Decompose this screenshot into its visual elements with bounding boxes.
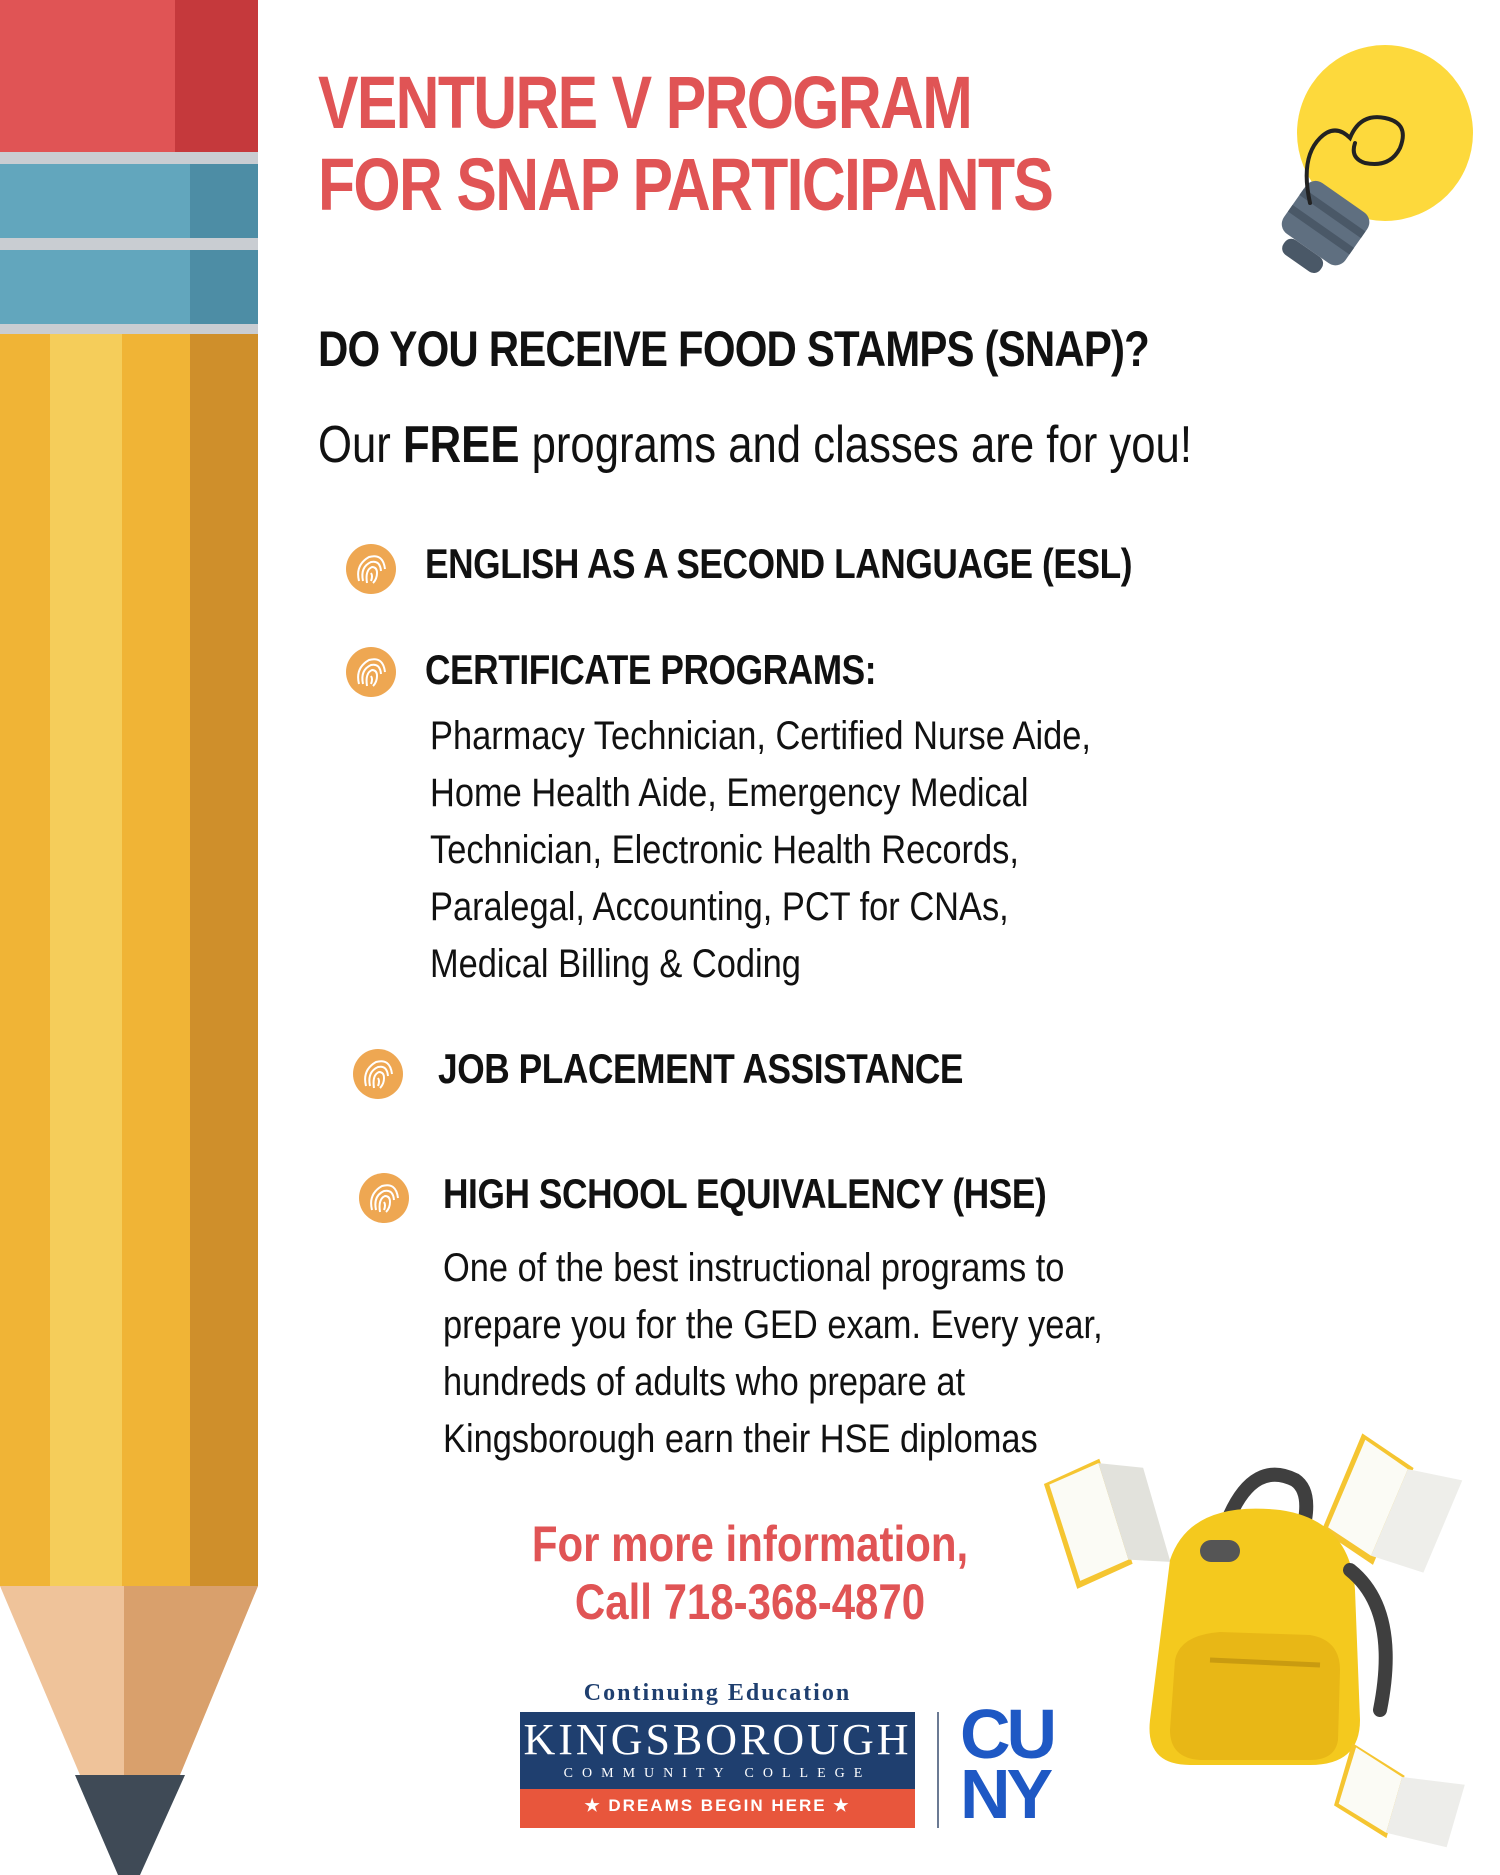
body-line: hundreds of adults who prepare at xyxy=(443,1360,966,1404)
item-title-job: JOB PLACEMENT ASSISTANCE xyxy=(438,1045,964,1092)
item-body-certificate xyxy=(430,708,1118,993)
contact-line-1: For more information, xyxy=(531,1516,969,1572)
item-title-esl: ENGLISH AS A SECOND LANGUAGE (ESL) xyxy=(425,540,1133,587)
item-body-hse xyxy=(443,1240,1131,1468)
logo-divider xyxy=(937,1712,939,1828)
body-line: Pharmacy Technician, Certified Nurse Aide, xyxy=(430,714,1091,758)
body-line: One of the best instructional programs to xyxy=(443,1246,1065,1290)
title-line-2: FOR SNAP PARTICIPANTS xyxy=(318,143,1053,226)
backpack-books-illustration xyxy=(1040,1420,1500,1875)
tagline-text: ★ DREAMS BEGIN HERE ★ xyxy=(584,1796,851,1815)
item-title-hse: HIGH SCHOOL EQUIVALENCY (HSE) xyxy=(443,1170,1047,1217)
title-line-1: VENTURE V PROGRAM xyxy=(318,61,972,144)
fingerprint-bullet-icon xyxy=(345,646,397,698)
fingerprint-bullet-icon xyxy=(352,1048,404,1100)
kingsborough-name: KINGSBOROUGH xyxy=(523,1715,912,1764)
fingerprint-bullet-icon xyxy=(358,1172,410,1224)
cuny-logo: CU NY xyxy=(960,1695,1054,1833)
body-line: Home Health Aide, Emergency Medical xyxy=(430,771,1029,815)
question-heading: DO YOU RECEIVE FOOD STAMPS (SNAP)? xyxy=(318,321,1149,377)
pencil-illustration xyxy=(0,0,262,1875)
body-line: Technician, Electronic Health Records, xyxy=(430,828,1019,872)
community-college-label: COMMUNITY COLLEGE xyxy=(563,1766,872,1781)
fingerprint-bullet-icon xyxy=(345,543,397,595)
continuing-education-label: Continuing Education xyxy=(583,1680,852,1706)
contact-info xyxy=(498,1515,1002,1631)
subhead-emphasis: FREE xyxy=(402,416,520,474)
subhead-text-before: Our xyxy=(318,416,403,474)
item-title-certificate: CERTIFICATE PROGRAMS: xyxy=(425,646,877,693)
subheading xyxy=(318,415,1192,475)
body-line: Medical Billing & Coding xyxy=(430,942,801,986)
page-title xyxy=(318,62,1122,226)
subhead-text-after: programs and classes are for you! xyxy=(519,416,1192,474)
body-line: Paralegal, Accounting, PCT for CNAs, xyxy=(430,885,1009,929)
contact-phone[interactable]: Call 718-368-4870 xyxy=(574,1574,926,1630)
lightbulb-icon xyxy=(1240,38,1480,278)
body-line: Kingsborough earn their HSE diplomas xyxy=(443,1417,1038,1461)
body-line: prepare you for the GED exam. Every year, xyxy=(443,1303,1103,1347)
